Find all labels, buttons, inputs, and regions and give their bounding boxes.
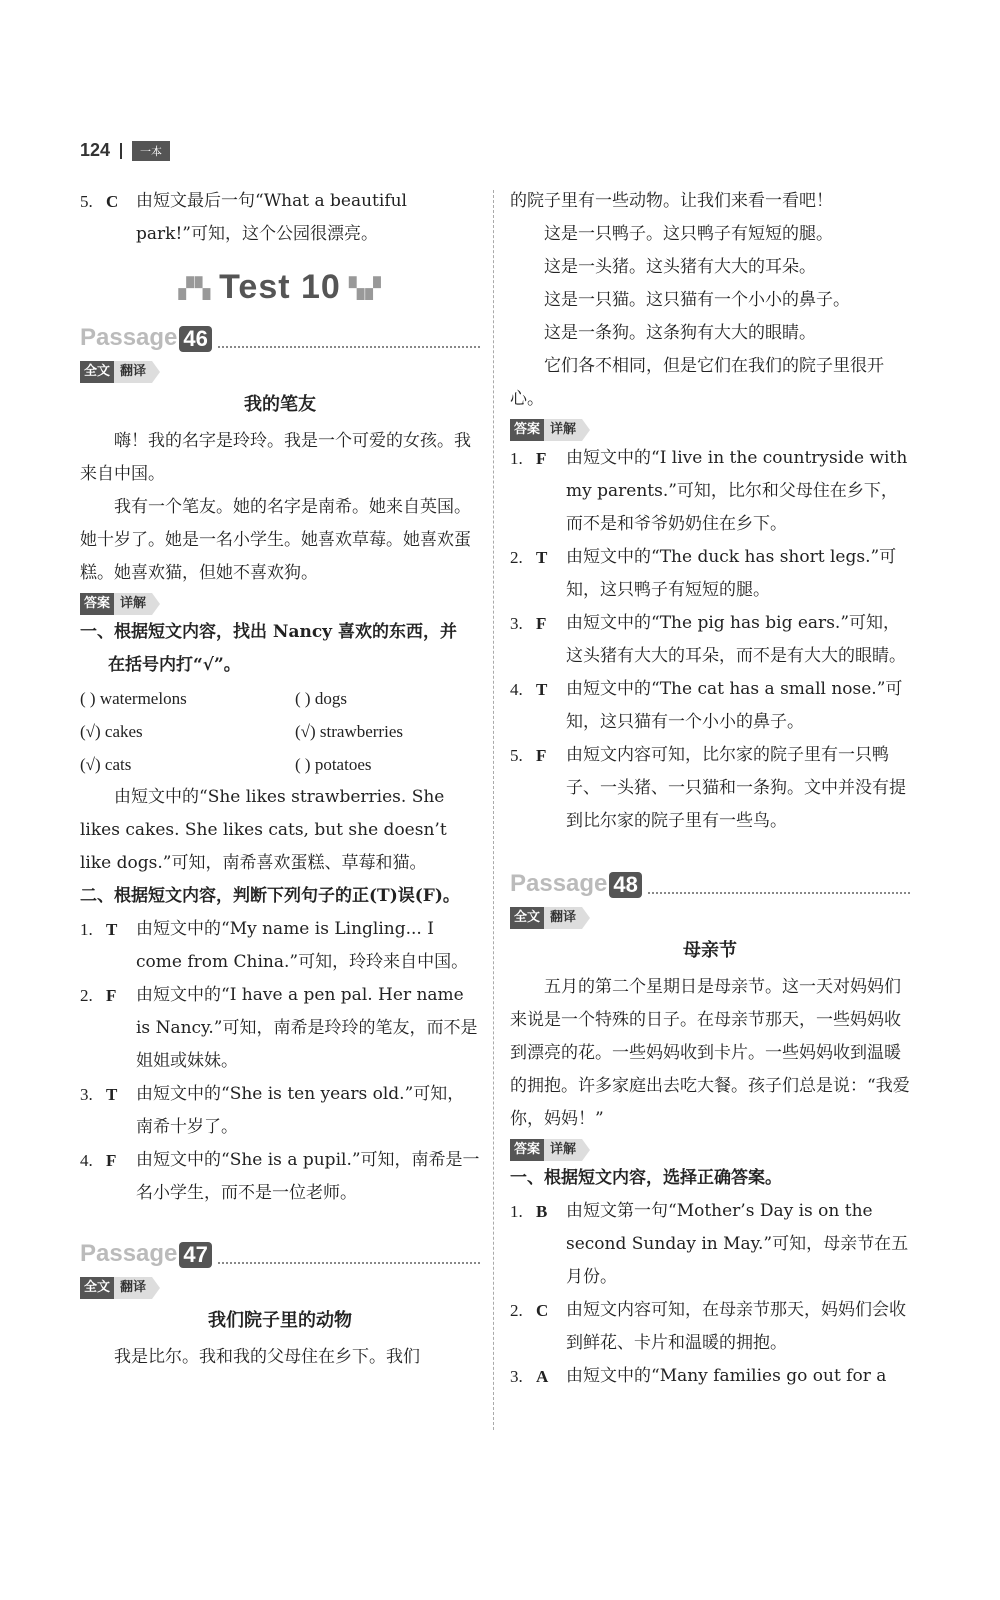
passage-number: 46 <box>179 326 211 352</box>
item-answer: T <box>106 919 118 939</box>
item-explanation: 由短文中的“She is a pupil.”可知，南希是一名小学生，而不是一位老师。 <box>136 1149 480 1203</box>
page-header <box>80 140 170 161</box>
answer-item <box>510 1360 910 1393</box>
item-number: 5. <box>80 192 93 211</box>
translation-paragraph: 这是一只鸭子。这只鸭子有短短的腿。 <box>544 224 833 244</box>
passage-title: 我的笔友 <box>244 393 316 415</box>
section-heading: 二、根据短文内容，判断下列句子的正(T)误(F)。 <box>80 885 460 906</box>
tag-dark: 答案 <box>510 419 544 441</box>
item-number: 4. <box>80 1150 93 1170</box>
ornament-icon: ▞▚ <box>178 277 212 300</box>
passage-number: 48 <box>609 872 641 898</box>
passage-title: 我们院子里的动物 <box>208 1309 352 1331</box>
item-answer: C <box>536 1301 549 1320</box>
item-answer: F <box>106 1150 117 1170</box>
explanation-paragraph: 由短文中的“She likes strawberries. She likes cakes. She likes cats, but she doesn’t like dogs.”可知，南希喜欢蛋糕、草莓和猫。 <box>80 786 447 873</box>
chevron-icon <box>582 1139 590 1161</box>
ornament-icon: ▚▞ <box>348 277 382 300</box>
item-number: 3. <box>510 1367 523 1386</box>
item-answer: T <box>536 548 548 567</box>
answer-item <box>510 673 910 739</box>
item-explanation: 由短文最后一句“What a beautiful park!”可知，这个公园很漂亮。 <box>136 191 407 244</box>
choice-grid <box>80 682 480 781</box>
section-heading: 一、根据短文内容，选择正确答案。 <box>510 1168 782 1188</box>
tag-light: 详解 <box>544 1139 582 1161</box>
passage-heading-47 <box>80 1240 480 1268</box>
passage-heading-46 <box>80 324 480 352</box>
left-column <box>80 185 480 1374</box>
tag-light: 详解 <box>114 593 152 615</box>
answer-tag <box>80 593 160 615</box>
item-number: 1. <box>80 919 93 939</box>
item-explanation: 由短文中的“I have a pen pal. Her name is Nancy.”可知，南希是玲玲的笔友，而不是姐姐或妹妹。 <box>136 984 478 1071</box>
answer-item <box>80 979 480 1078</box>
header-divider <box>120 143 122 159</box>
answer-tag <box>510 419 590 441</box>
choice-item: ( ) dogs <box>295 688 347 708</box>
item-explanation: 由短文中的“She is ten years old.”可知，南希十岁了。 <box>136 1083 465 1137</box>
translation-paragraph: 嗨！我的名字是玲玲。我是一个可爱的女孩。我来自中国。 <box>80 430 471 484</box>
translation-paragraph: 我有一个笔友。她的名字是南希。她来自英国。她十岁了。她是一名小学生。她喜欢草莓。她喜欢蛋糕。她喜欢猫，但她不喜欢狗。 <box>80 496 471 583</box>
item-number: 1. <box>510 449 523 468</box>
passage-label: Passage <box>510 870 608 897</box>
tag-light: 翻译 <box>114 361 152 383</box>
answer-item <box>510 541 910 607</box>
tag-dark: 答案 <box>80 593 114 615</box>
item-explanation: 由短文中的“My name is Lingling... I come from China.”可知，玲玲来自中国。 <box>136 918 469 972</box>
item-answer: F <box>536 449 547 468</box>
answer-item <box>80 1078 480 1144</box>
item-explanation: 由短文中的“The pig has big ears.”可知，这头猪有大大的耳朵，而不是有大大的眼睛。 <box>566 613 906 666</box>
translation-tag <box>80 361 160 383</box>
choice-item: ( ) watermelons <box>80 688 187 708</box>
item-number: 2. <box>510 548 523 567</box>
tag-dark: 全文 <box>80 361 114 383</box>
passage-heading-48 <box>510 870 910 898</box>
translation-paragraph: 这是一头猪。这头猪有大大的耳朵。 <box>544 257 816 277</box>
choice-item: (√) cats <box>80 754 132 774</box>
item-answer: F <box>536 746 547 765</box>
page-number: 124 <box>80 140 111 160</box>
tag-dark: 全文 <box>80 1277 114 1299</box>
translation-paragraph: 这是一条狗。这条狗有大大的眼睛。 <box>544 323 816 343</box>
dotted-rule <box>218 1262 480 1264</box>
item-number: 2. <box>80 985 93 1005</box>
item-number: 3. <box>80 1084 93 1104</box>
item-number: 5. <box>510 746 523 765</box>
item-explanation: 由短文中的“The duck has short legs.”可知，这只鸭子有短短的腿。 <box>566 547 897 600</box>
tag-dark: 答案 <box>510 1139 544 1161</box>
item-answer: F <box>106 985 117 1005</box>
item-explanation: 由短文中的“Many families go out for a <box>566 1366 887 1386</box>
chevron-icon <box>582 907 590 929</box>
translation-paragraph: 五月的第二个星期日是母亲节。这一天对妈妈们来说是一个特殊的日子。在母亲节那天，一些妈妈收到漂亮的花。一些妈妈收到卡片。一些妈妈收到温暖的拥抱。许多家庭出去吃大餐。孩子们总是说：“我爱你，妈妈！” <box>510 977 910 1129</box>
item-number: 2. <box>510 1301 523 1320</box>
item-explanation: 由短文内容可知，在母亲节那天，妈妈们会收到鲜花、卡片和温暖的拥抱。 <box>566 1300 906 1353</box>
translation-tag <box>80 1277 160 1299</box>
answer-item <box>80 1144 480 1210</box>
item-answer: B <box>536 1202 548 1221</box>
translation-paragraph: 这是一只猫。这只猫有一个小小的鼻子。 <box>544 290 850 310</box>
chevron-icon <box>152 1277 160 1299</box>
tag-dark: 全文 <box>510 907 544 929</box>
item-explanation: 由短文中的“The cat has a small nose.”可知，这只猫有一个小小的鼻子。 <box>566 679 903 732</box>
section-heading-cont: 在括号内打“√”。 <box>108 654 241 675</box>
section-heading: 一、根据短文内容，找出 Nancy 喜欢的东西，并 <box>80 621 457 642</box>
answer-item <box>510 442 910 541</box>
tag-light: 翻译 <box>114 1277 152 1299</box>
test-title <box>80 268 480 306</box>
passage-label: Passage <box>80 323 178 351</box>
chevron-icon <box>582 419 590 441</box>
item-explanation: 由短文内容可知，比尔家的院子里有一只鸭子、一头猪、一只猫和一条狗。文中并没有提到比尔家的院子里有一些鸟。 <box>566 745 906 831</box>
choice-item: (√) cakes <box>80 721 143 741</box>
translation-paragraph: 的院子里有一些动物。让我们来看一看吧！ <box>510 191 833 211</box>
answer-item <box>510 1294 910 1360</box>
test-title-text: Test 10 <box>219 268 341 306</box>
translation-paragraph: 我是比尔。我和我的父母住在乡下。我们 <box>114 1346 420 1367</box>
item-explanation: 由短文中的“I live in the countryside with my parents.”可知，比尔和父母住在乡下，而不是和爷爷奶奶住在乡下。 <box>566 448 908 534</box>
passage-label: Passage <box>80 1239 178 1267</box>
choice-item: (√) strawberries <box>295 721 403 741</box>
item-answer: T <box>536 680 548 699</box>
tag-light: 翻译 <box>544 907 582 929</box>
right-column <box>510 185 910 1393</box>
answer-item <box>510 739 910 838</box>
item-answer: F <box>536 614 547 633</box>
answer-item <box>80 185 480 251</box>
item-number: 3. <box>510 614 523 633</box>
series-tag: 一本 <box>132 141 170 161</box>
answer-tag <box>510 1139 590 1161</box>
column-divider <box>493 190 494 1430</box>
answer-item <box>80 913 480 979</box>
choice-item: ( ) potatoes <box>295 754 372 774</box>
passage-number: 47 <box>179 1242 211 1268</box>
item-answer: T <box>106 1084 118 1104</box>
chevron-icon <box>152 361 160 383</box>
item-explanation: 由短文第一句“Mother’s Day is on the second Sunday in May.”可知，母亲节在五月份。 <box>566 1201 909 1287</box>
chevron-icon <box>152 593 160 615</box>
item-answer: C <box>106 192 119 211</box>
passage-title: 母亲节 <box>683 940 737 961</box>
dotted-rule <box>218 346 480 348</box>
dotted-rule <box>648 892 910 894</box>
item-number: 1. <box>510 1202 523 1221</box>
item-number: 4. <box>510 680 523 699</box>
tag-light: 详解 <box>544 419 582 441</box>
translation-tag <box>510 907 590 929</box>
translation-paragraph: 它们各不相同，但是它们在我们的院子里很开心。 <box>510 356 884 409</box>
item-answer: A <box>536 1367 549 1386</box>
answer-item <box>510 607 910 673</box>
answer-item <box>510 1195 910 1294</box>
